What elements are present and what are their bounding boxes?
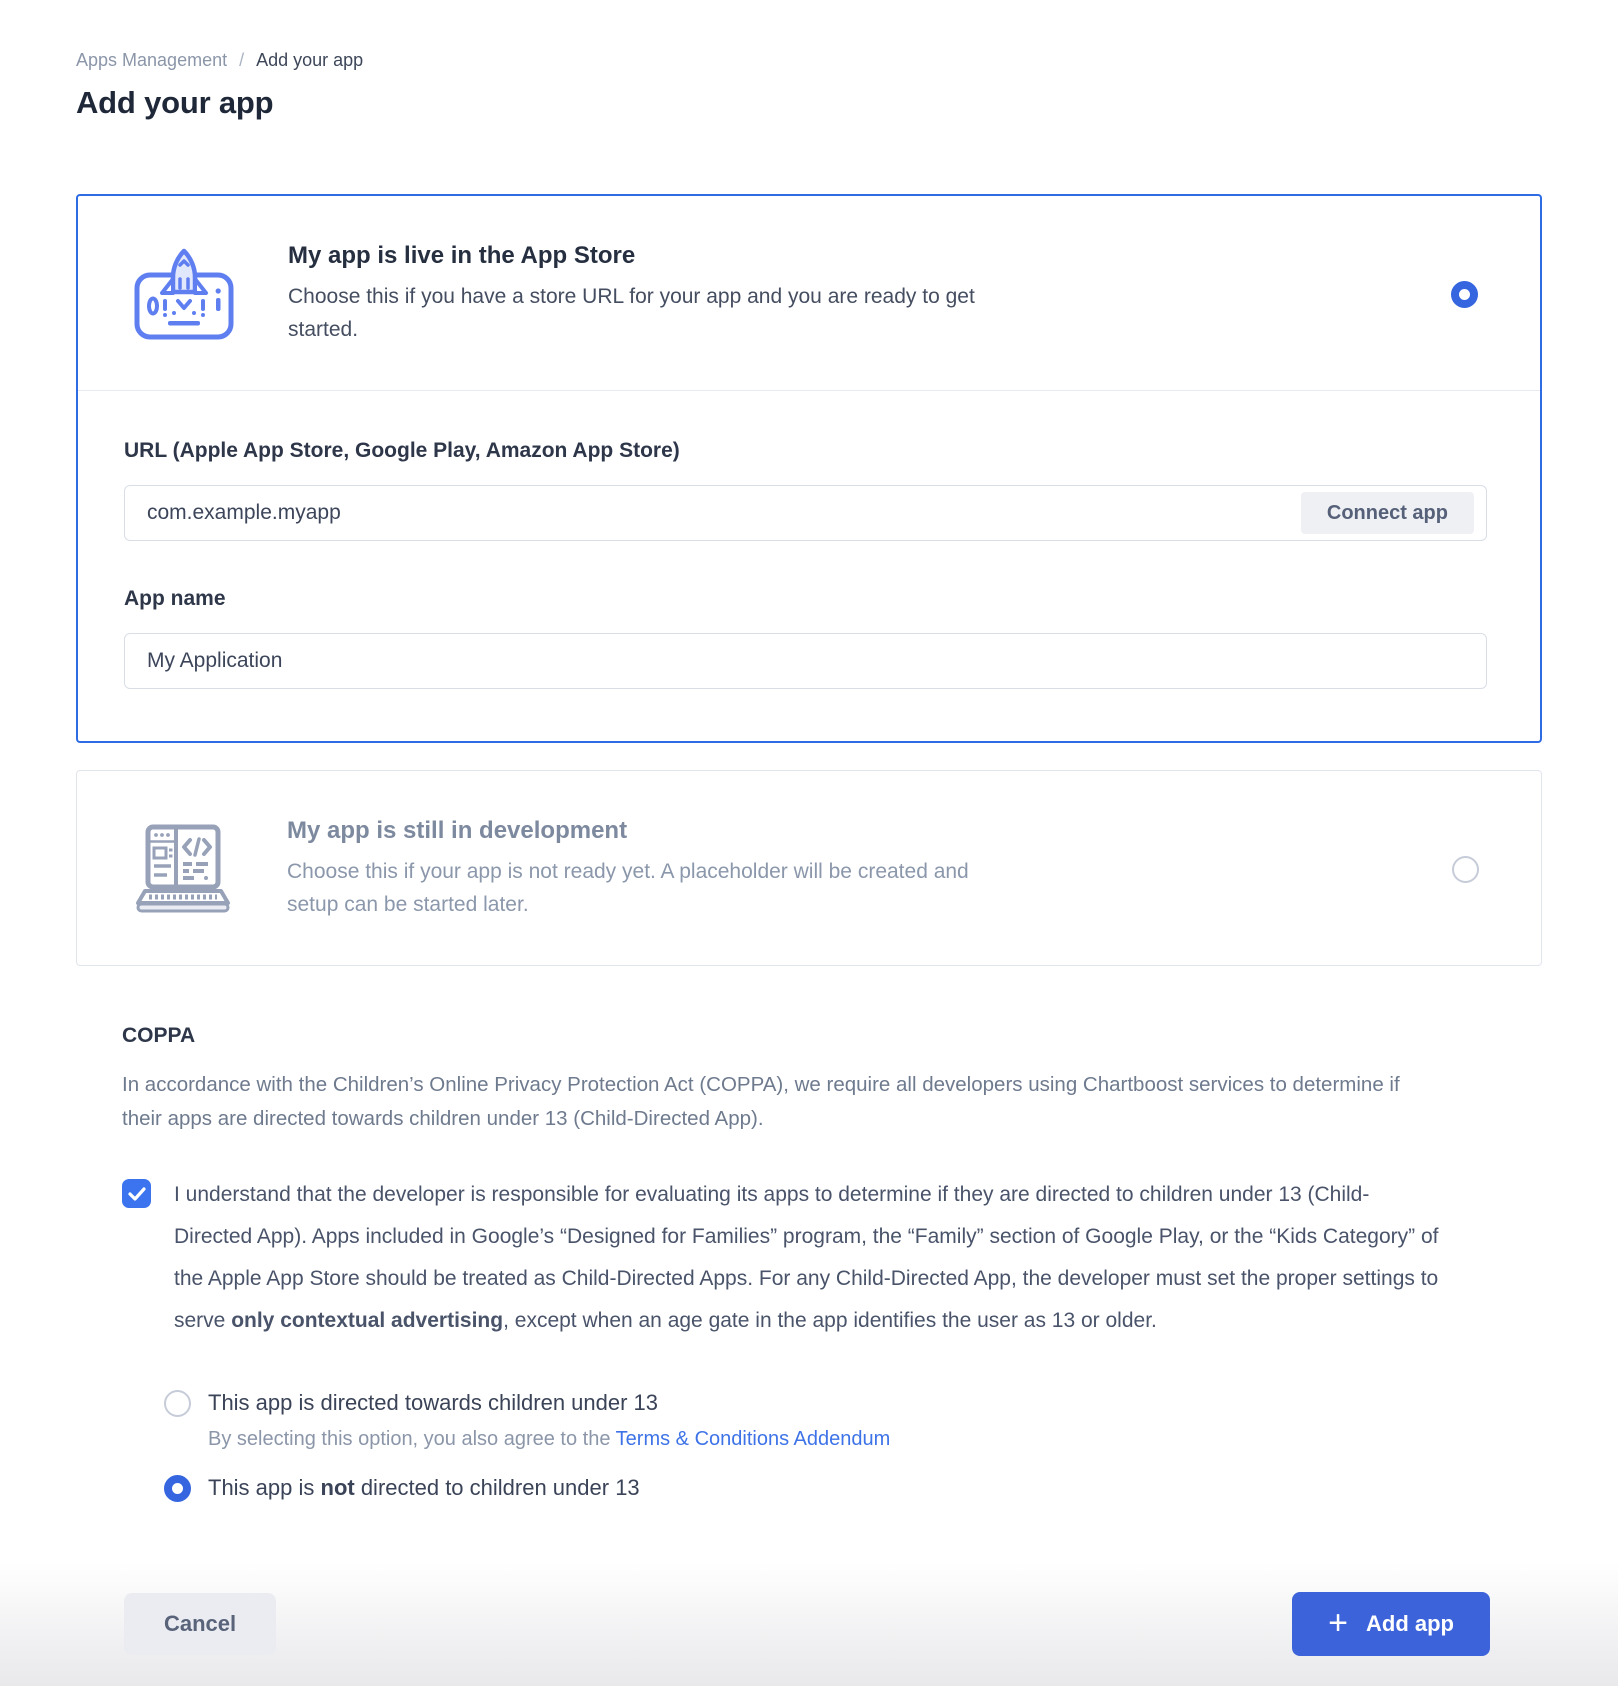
- add-app-button[interactable]: [1292, 1592, 1490, 1656]
- breadcrumb-separator: /: [239, 50, 245, 70]
- radio-live-selected[interactable]: [1451, 281, 1478, 308]
- connect-app-button[interactable]: Connect app: [1301, 492, 1474, 534]
- url-input[interactable]: [124, 485, 1487, 541]
- option-card-live-header: [78, 196, 1540, 390]
- page-title: Add your app: [76, 85, 274, 120]
- coppa-heading: COPPA: [122, 1024, 196, 1047]
- laptop-code-icon: [131, 823, 235, 915]
- radio-not-directed-selected[interactable]: [164, 1475, 191, 1502]
- card-development-description: Choose this if your app is not ready yet. A placeholder will be created and setup can be started later.: [287, 860, 969, 916]
- cancel-button[interactable]: Cancel: [124, 1593, 276, 1655]
- not-text-bold: not: [320, 1475, 355, 1500]
- add-app-label: Add app: [1366, 1611, 1454, 1636]
- coppa-section: [76, 1024, 1542, 1503]
- url-input-wrap: [124, 485, 1487, 541]
- terms-conditions-link[interactable]: Terms & Conditions Addendum: [615, 1428, 891, 1450]
- breadcrumb-current: Add your app: [256, 50, 364, 70]
- coppa-ack-checkbox[interactable]: [122, 1179, 151, 1208]
- option-directed-label: This app is directed towards children under 13: [208, 1390, 659, 1415]
- option-not-directed-row: [122, 1473, 1542, 1503]
- option-directed-text: [208, 1388, 890, 1451]
- note-text: By selecting this option, you also agree to the: [208, 1428, 616, 1450]
- check-icon: [128, 1187, 146, 1201]
- coppa-ack-row: [122, 1174, 1542, 1342]
- option-not-directed-label: [208, 1473, 640, 1503]
- coppa-ack-text: [174, 1174, 1444, 1342]
- coppa-intro-text: In accordance with the Children’s Online Privacy Protection Act (COPPA), we require all developers using Chartboost services to determine if their apps are directed towards children under 13 (Child-Directed App).: [122, 1073, 1400, 1130]
- breadcrumb-apps-management[interactable]: Apps Management: [76, 50, 228, 70]
- ack-text-bold: only contextual advertising: [231, 1309, 504, 1332]
- ack-text-after: , except when an age gate in the app identifies the user as 13 or older.: [503, 1309, 1157, 1332]
- option-card-development-text: [287, 817, 987, 921]
- ack-text-before: I understand that the developer is responsible for evaluating its apps to determine if they are directed to children under 13 (Child-Directed App). Apps included in Google’s “Designed for Families” program, the “Family” section of Google Play, or the “Kids Category” of the Apple App Store should be treated as Child-Directed Apps. For any Child-Directed App, the developer must set the proper settings to serve: [174, 1183, 1439, 1332]
- option-card-live-text: [288, 242, 988, 346]
- breadcrumb: [76, 0, 1542, 71]
- card-development-title: My app is still in development: [287, 817, 628, 844]
- option-directed-row: [122, 1388, 1542, 1451]
- option-card-development-header: [77, 771, 1541, 965]
- app-name-label: App name: [124, 587, 226, 610]
- radio-development-unselected[interactable]: [1452, 856, 1479, 883]
- not-text-after: directed to children under 13: [354, 1475, 640, 1500]
- card-live-description: Choose this if you have a store URL for your app and you are ready to get started.: [288, 285, 975, 341]
- plus-icon: +: [1328, 1603, 1348, 1642]
- url-label: URL (Apple App Store, Google Play, Amazon App Store): [124, 439, 680, 462]
- option-card-development[interactable]: [76, 770, 1542, 966]
- radio-directed-unselected[interactable]: [164, 1390, 191, 1417]
- card-live-title: My app is live in the App Store: [288, 242, 636, 269]
- rocket-tablet-icon: [132, 248, 236, 340]
- footer-action-bar: [0, 1562, 1618, 1686]
- app-name-input[interactable]: [124, 633, 1487, 689]
- option-card-live[interactable]: [76, 194, 1542, 743]
- not-text-before: This app is: [208, 1475, 321, 1500]
- option-directed-note: [208, 1428, 890, 1451]
- live-app-form: [78, 390, 1540, 741]
